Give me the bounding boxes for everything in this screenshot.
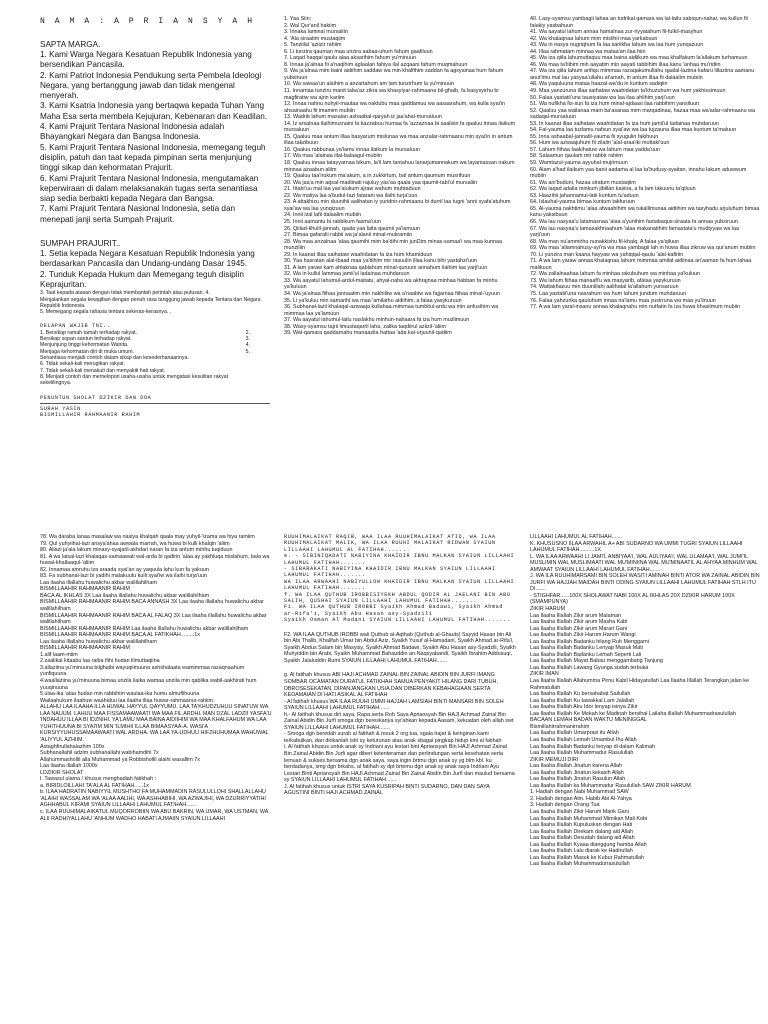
fatihah-line: RUUHIMALAIKAT RAQIB, WAA ILAA RUUHIMALAIKAT ATID, WA ILAA RUUHIMALAIKAT MALIK, WA ILAA RUUHI MALAIKAT RIDWAN SYAIUN LILLAAHI LAHUMUL AL FATIHAH....... — [284, 534, 496, 553]
verse-line: 18. Qaaluu innaa tatayyarnaa bikum, la'il lam tantahuu lanarjumannakum wa layamassan nakum minnaa azaabun aliim — [284, 160, 515, 173]
column-4 — [40, 534, 272, 1024]
verse-line: 58. Salaamun qaulam mir rabbir rahiim — [530, 153, 623, 160]
zikir-line: Laa Ilaaha Illallah Jinatun Rasulun Allah — [530, 776, 626, 783]
name-title: N A M A : A P R I A N S Y A H — [40, 17, 255, 26]
verse-line: 15. Qaaluu maa antum illaa basyarum mislunaa wa maa anzalar-rahmaanu min syai'in in antum illaa takzibuun — [284, 133, 513, 147]
verse-line: 50. Falaa yastatii'una tausiyataw wa laa ilaa ahlihim yarji'uun — [530, 94, 675, 101]
dzikir-line: b. ILAA HADRATIN NABIYYIL MUSHTHO FA MUHAMMADIN RASULULLOHI SHALLALLAHU 'ALAIHI WASSALAM WA 'ALAA AALIHI, WA ASHHABIHI, WA AZWAJIHI, WA DZURRIYYATIHI AGHHABUL KIRAMI SYAIUN LILLAAHI LAHUMUL FATIHAH....... — [40, 789, 266, 809]
verse-line: 66. Wa lau nasyaa'u latamasnaa 'alaa a'yunihim fastabaqus-siraata fa annaa yubsiruun — [530, 218, 738, 225]
penuntun-lines — [40, 406, 270, 419]
zikir-line: Laa Ilaaha Illallah Umarprasi itu Allah — [530, 730, 619, 737]
wajib-item-text: 8. Menjadi contoh dan memelopori usaha-usaha untuk mengatasi kesulitan rakyat sekelilingnya. — [40, 373, 229, 387]
zikir-line: Laa Ilaaha Illallah Kupuluskan dengan Hati — [530, 822, 633, 829]
verse-line: 53. In kaanat illaa saihataw waahidatan fa iza hum jamii'ul ladainaa muhdaruun — [530, 120, 719, 127]
dzikir-line: Wailaahukum ilaahuw waahiduu laa ilaaha illaa huwar-rahmaanur-rahiim. — [40, 697, 215, 704]
verse-line: 40. Lasy-syamsu yambagii lahaa an tudrikal qamara wa lal-lailu sabiqun-nahar, wa kullun fii falakiy yasbahuun — [530, 16, 748, 29]
verse-line: 19. Qaaluu taa'irukum ma'akum, a in zukkirtum, bal antum qaumum musrifuun — [284, 173, 471, 180]
zikir-line: Laa Ilaaha Illallah Badanku lenyap di dalam Kalimah — [530, 743, 655, 750]
dzikir-line: 5.ulaa-ika 'alaa hudan min rabbihim waulaa-ika humu almuflihuuna — [40, 691, 200, 698]
wajib-item-number: 4. — [245, 342, 250, 349]
dzikir-line: 80. Allazi ja'ala lakum minasy-syajaril-akhdari naran fa iza antum minhu tuqiduun — [40, 547, 233, 554]
dzikir-line: 83. Fa subhanal-lazi bi yadihi malakuutu kulli syai'iw wa ilaihi turja'uun — [40, 573, 207, 580]
sumpah-prajurit-small-item: 3. Taat kepada atasan dengan tidak membantah perintah atau putusan. 4. — [40, 290, 210, 297]
verse-line: 63. Haazihii jahannamul-latii kuntum tu'aduun — [530, 192, 639, 199]
verse-line: 6. Li tunzira qauman maa unzira aabaa-uhum fahum gaafiluun — [284, 48, 433, 55]
wajib-item-text: 6. Tidak sekali-kali merugikan rakyat. — [40, 361, 126, 368]
zikir-line: ZIKIR IMAN — [530, 671, 559, 678]
verse-line: 12. Innaa nahnu nuhyil-mautaa wa naktubu maa qaddamuu wa aasaarahum, wa kulla syai'in ahsainaahu fii imamim mubiin — [284, 101, 505, 114]
sapta-marga-heading: SAPTA MARGA. — [40, 40, 101, 49]
dzikir-line: BISMILLAAHIR RAHMAANIR RAHIM BACA AL FALAQ 3X Laa ilaaha illallahu huwalichu akbar walillahilham — [40, 612, 267, 626]
verse-line: 36. Subhanal-lazii khalaqal-azwaaja kullahaa mimmaa tumbitul-ardu wa min anfusihim wa mimmaa laa ya'lamuun — [284, 304, 499, 317]
verse-line: 22. Wa maliya laa a'budul-lazi fatarani wa ilaihi turja'uun — [284, 192, 418, 199]
verse-line: 59. Wamtazul-yauma ayyuhal-mujrimuun — [530, 160, 628, 167]
zikir-line: Laa Ilaaha Illallah Badanku Lenyap Masuk Mati — [530, 645, 643, 652]
dzikir-line: ALLAHU LAA ILAAHA ILLA HUWAL HAYYUL QAYYUMU. LAA TA'KHUDZUHUU SINATUW WA LAA NAUUM. LAHUU MAA FISSAMAAWAATI WA MAA FIL ARDHI. MAN DZAL LADZII YASFA'U 'INDAHUU ILLAA BI IDZNIHI. YA'LAMU MAA BAINA AIDIIHIM WA MAA KHALFAHUM WA LAA YUHITHUUNA BI SYAI'IM MIN 'ILMIHII ILLAA BIMAASYAA-A. WASI'A KURSIYYUHUSSAMAAWAATI WAL ARDHA. WA LAA YA-UDHUU HIFZHUHUMAA WAHUWAL 'ALIYYUL AZHIIM. — [40, 704, 272, 743]
dzikir-line: 3.allaziina yu'minuuna bilghaibi wayuqiimuuna ashshalaata wamimmaa razaqnaahum yunfiquuna — [40, 664, 245, 678]
column-5 — [284, 534, 516, 1024]
dzikir-line: 4.waallaziina yu'minuuna bimaa unzila ilaika wamaa unzila min qablika wabil-aakhirati hum yuuqinuuna — [40, 678, 257, 691]
zikir-line: Bismillahirrahmanirrahim — [530, 723, 590, 730]
verse-line: 43. Wa in nasya nugriqhum fa laa sariikha lahum wa laa hum yunqazuun — [530, 42, 704, 49]
zikir-line: Laa Ilaaha Illallah Zikir Harum Harum Wangi — [530, 632, 636, 639]
fatihah-line: - Al fatihah khusus WA ILAA RUUHI UMMI HAJJAH LAMSIAH BINTI MANSARI BIN SOLEH SYAIUN LILLAAHI LAHUMUL FATIHAH....... — [284, 698, 504, 712]
dzikir-line: a. BIRIDLOILLAHI TA'ALA AL FATIHAH......1x — [40, 782, 149, 789]
yasin-verses-40-77 — [530, 16, 760, 311]
verse-line: 21. Ittabi'uu mal laa yas'alukum ajraw wahum muhtaduun — [284, 186, 421, 193]
verse-line: 27. Bimaa gafaralii rabbii wa ja'alanii minal-mukramiin — [284, 232, 413, 239]
zikir-line: Laa Ilaaha Illallah Aku Idor lenyap isinya Zikir — [530, 704, 638, 711]
sapta-marga-item: 5. Kami Prajurit Tentara Nasional Indonesia, memegang teguh disiplin, patuh dan taat kepada pimpinan serta menjunjung tinggi sikap dan kehormatan Prajurit. — [40, 142, 266, 173]
verse-line: 77. A wa lam yaral-insanu annaa khalaqnahu min nutfatin fa iza huwa khasiimum mubiin — [530, 304, 741, 311]
wajib-heading: DELAPAN WAJIB TNI.. — [40, 323, 111, 330]
verse-line: 25. Innii aamantu bi rabbikum fasma'uun — [284, 218, 381, 225]
column-3 — [530, 16, 760, 526]
fatihah-line: WA ILAA ARWAAHI NABIYULLOH KHAIDIR IBNU MALKAN SYAIUN LILLAAHI LAHUMUL FATIHAH....... — [284, 578, 515, 592]
fatihah-line: e. - SIBINIQADATI NABIYINA KHAIDIR IBNU MALKAN SYAIUN LILLAAHI LAHUMUL FATIHAH....... — [284, 553, 515, 566]
verse-line: 26. Qiilad-khulil-jannah, qaala yaa laita qaumii ya'lamuun — [284, 225, 420, 232]
verse-line: 37. Wa aayatul lahumul-lailu naslakhu minhun-nahaara fa iza hum muzlimuun — [284, 317, 470, 324]
sumpah-prajurit-small-item: Menjalankan segala kewajiban dengan penuh rasa tanggung jawab kepada Tentara dan Negara Republik Indonesia. — [40, 296, 261, 309]
wajib-item-number: 2. — [245, 329, 250, 336]
dzikir-line: Laa ilaaha illallahu huwalichu akbar walillahilham — [40, 579, 157, 586]
verse-line: 1. Yaa Siin; — [284, 16, 312, 22]
verse-line: 44. Illaa rahmatam minnaa wa mataa'an ilaa hiin — [530, 48, 646, 55]
zikir-line: 3. Hadiah dengan Orang Tua — [530, 802, 600, 809]
verse-line: 46. Wa maa ta'tiihim min aayatim min aayati rabbihim illaa kanu 'anhaa mu'ridiin — [530, 61, 721, 68]
zikir-line: Laa Ilaaha Illallah Lawang Gyunga sudah terbuka — [530, 664, 649, 671]
zikir-line: Laa Ilaaha Illallah Muhammadurrasulullah — [530, 861, 630, 868]
verse-line: 75. Laa yastatii'una nasrahum wa hum lahum jundum muhdaruun — [530, 290, 687, 297]
verse-line: 32. Wa in kullul lammaa jamii'ul ladainaa muhdaruun — [284, 271, 410, 278]
verse-line: 35. Li ya'kuluu min samarihi wa maa 'amilathu aidiihim, a falaa yasykuruun — [284, 297, 462, 304]
zikir-line: Laa Ilaaha Illallah Zikir Harum Marik Gani — [530, 808, 629, 815]
verse-line: 49. Maa yanzuruna illaa saihataw waahidatan ta'khuzuhum wa hum yakhissimuun — [530, 88, 726, 95]
sumpah-prajurit-list — [40, 249, 270, 290]
verse-line: 30. Yaa hasratan alal-ibaad maa ya'tiihim mir rasuulin illaa kanu bihi yastahzi'uun — [284, 258, 478, 265]
sapta-marga-item: 2. Kami Patriot Indonesia Pendukung serta Pembela Ideologi Negara, yang bertanggung jawab dan tidak mengenal menyerah. — [40, 70, 262, 101]
divider — [40, 403, 270, 404]
verse-line: 52. Qaaluu yaa wailanaa mam ba'asanaa mim marqadinaa, hazaa maa wa'adar-rahmaanu wa sadaqal-mursaluun — [530, 107, 755, 121]
verse-line: 28. Wa maa anzalnaa 'alaa qaumihi mim ba'dihi min junDim minas-samaa'i wa maa kunnaa munziliin — [284, 238, 503, 252]
fatihah-line: F1. WA ILAA QUTHUB IROBBI Syaikh Ahmad Badawi, Syaikh Ahmad ar-Rifa'i, Syaikh Abu Hasan asy-Syadzili — [284, 604, 504, 617]
verse-line: 51. Wa nufikha fis-suri fa iza hum minal-ajdaasi ilaa rabbihim yansiluun — [530, 101, 700, 108]
dzikir-line: BACA AL IKHLAS 3X Laa ilaaha illallahu huwalichu akbar walillahilham — [40, 592, 210, 599]
zikir-line: Laa Ilaaha Illallah Jinatun kekasih Allah — [530, 769, 624, 776]
zikir-line: ZIKIR MEMUJI DIRI — [530, 756, 579, 763]
fatihah-section-3 — [284, 672, 516, 796]
verse-line: 13. Wadrib lahum masalan ashaabal-qaryah iz jaa'ahal-mursaluun — [284, 114, 442, 121]
zikir-harum-section — [530, 534, 760, 868]
verse-line: 29. In kaanat illaa saihataw waahidatan fa iza hum khamiduun — [284, 251, 433, 258]
zikir-line: LILLAAHI LAHUMUL AL FATIHAH....... — [530, 534, 623, 540]
zikir-line: Laa Ilaaha Illallah Allahumma Pirnu Kabil Hidayatullah Laa Ilaaha Illallah Terangkan jalan ke Rahmatullah — [530, 678, 749, 691]
zikir-line: Laa Ilaaha Illallah Badanku hilang Ruh Menggarni — [530, 638, 649, 645]
zikir-line: Laa Ilaaha Illallah Jinatun karena Allah — [530, 763, 623, 770]
zikir-line: Laa Ilaaha Illallah Desudah dalang aid Allah — [530, 835, 635, 842]
verse-line: 33. Wa aayatul lahumul-ardul-maitatu, ahyai-naha wa akhrajnaa minhaa habban fa minhu ya'kuluun — [284, 277, 498, 291]
sapta-marga-item: 6. Kami Prajurit Tentara Nasional Indonesia, mengutamakan keperwiraan di dalam melaksanakan tugas serta senantiasa siap sedia berbakti kepada Negara dan Bangsa. — [40, 173, 259, 204]
verse-line: 16. Qaaluu rabbunaa ya'lamu innaa ilaikum la mursaluun — [284, 146, 420, 153]
sumpah-prajurit-item: 2. Tunduk Kepada Hukum dan Memegang teguh disiplin Keprajuritan. — [40, 269, 244, 289]
verse-line: 39. Wal-qamara qaddarnahu manaazila hattaa 'ada kal-urjuunil-qadiim — [284, 330, 452, 337]
wajib-item-number — [250, 374, 270, 387]
verse-line: 55. Inna ashaabal-jannatil-yauma fii syugulin fakihuun — [530, 133, 659, 140]
dzikir-line: Laa ilaaha illallah 1000x — [40, 763, 98, 770]
verse-line: 71. A wa lam yaraw annaa khalaqnaa lahum mimmaa amilat aidiinaa an'aaman fa hum lahaa malikuun — [530, 258, 752, 271]
zikir-line: 1. Hadiah dengan Nabi Muhammad SAW — [530, 789, 629, 796]
verse-line: 10. Wa sawaa'un alaihim a anzartahum am lam tunzirhum la yu'minuun — [284, 81, 454, 88]
verse-line: 9. Wa ja'alnaa mim baini aidiihim saddaw wa min khalfihim saddan fa agsyainaa hum fahum yubsiruun — [284, 68, 504, 81]
fatihah-line: F2. WA ILAA QUTHUB IROBBI wali Quthub al-Aqthab (Quthub al-Ghauts) Sayyid Hasan bin Ali bin Abi Thalib, Khalifah Umar bin Abdul Aziz, Syaikh Yusuf al-Hamadani, Syaikh Ahmad ar-Rifa'i, Syaikh Abdus Salam bin Masyisy, Syaikh Ahmad Badawi, Syaikh Abu Hasan asy-Syadzili, Syaikh Muhyiddin bin Arabi, Syaikh Muhammad Bahauddin an-Naqsyabandi, Syaikh Ibrahim Addusuqi, Syaikh Jalaluddin Rumi SYAIUN LILLAAHI LAHUMUL FATIHAH....... — [284, 631, 516, 664]
verse-line: 68. Wa man nu'ammirhu nunakkishu fil-khalq. A falaa ya'qiluun — [530, 238, 679, 245]
sapta-marga-item: 4. Kami Prajurit Tentara Nasional Indonesia adalah Bhayangkari Negara dan Bangsa Indonesia. — [40, 122, 225, 142]
verse-line: 62. Wa laqad adalla minkum jibillan kasiira, a fa lam takuunu ta'qiluun — [530, 186, 696, 193]
dzikir-line: I. Tawasul ulama / khusus menghadiah fatikhah : — [40, 776, 157, 783]
dzikir-line: 1.alif laam-miim — [40, 651, 78, 658]
zikir-line: Laa Ilaaha Illallah Zikir arum Masha Kabi — [530, 619, 628, 626]
verse-line: 41. Wa aayatul lahum annaa hamalnaa zur-riyyatahum fil-fulkil-masyhun — [530, 29, 703, 36]
zikir-line: Laa Ilaaha Illallah Zikir arum Marari Gani — [530, 625, 628, 632]
verse-line: 31. A lam yaraw kam ahlaknaa qablahum minal-quruuni annahum ilaihim laa yarji'uun — [284, 264, 488, 271]
sumpah-prajurit-small-item: 5. Memegang segala rahasia tentara sekeras-kerasnya. . — [40, 309, 172, 316]
verse-line: 38. Wasy-syamsu tajrii limustaqarril laha, zalika taqdiirul aziizil-'aliim — [284, 323, 446, 330]
verse-line: 57. Lahum fiihaa faakihatuw wa lahum maa yadda'uun — [530, 146, 660, 153]
fatihah-line: g. Al fatihah khusus ABI HAJI ACHMAD ZAINAL BIN ZAINAL ABIDIN BIN JURFI IMANG SOMBAR OCAMATAN DURATUL FATIKHAH SAMUA PENYAKIT HILANG DARI TUBUH, DBROSESEKATAN, DIPANJANGKAN USIA DAN DIBERKAN KEBAHAGIAAN SERTA KEDAMAIAN DI HATI ASIKAL AL FATIHAH — [284, 672, 498, 699]
dzikir-line: Allahummashollil alla Muhammad ya Robbishollil alaihi wasallim 7x — [40, 756, 200, 763]
sumpah-prajurit-item: 1. Setia kepada Negara Kesatuan Republik Indonesia yang berdasarkan Pancasila dan Undang-undang Dasar 1945. — [40, 249, 255, 269]
column-1 — [40, 16, 270, 526]
sumpah-prajurit-heading: SUMPAH PRAJURIT.. — [40, 239, 121, 249]
zikir-line: Laa Ilaaha Illallah Ku bersahabat Sailullah — [530, 691, 631, 698]
fatihah-line: J. Al fatihah khusus untuk ISTRI SAYA KUSRIPAH BINTI SUDARNO, DAN DAN SAYA AGUSTINI BINTI HAJI ACHMAD ZAINAL — [284, 783, 490, 797]
zikir-line: Laa Ilaaha Illallah Masuk ke Kubur Rahmatullah — [530, 854, 645, 861]
verse-line: 17. Wa maa 'alainaa illal-balaagul-mubiin — [284, 153, 382, 160]
verse-line: 7. Laqad haqqal qaulu alaa aksarihim fahum yu'minuun — [284, 55, 416, 62]
verse-line: 61. Wa ani'buduni, hazaa siratum mustaqiim — [530, 179, 636, 186]
wajib-item-text: 1. Bersikap ramah tamah terhadap rakyat. — [40, 329, 137, 336]
wajib-item-text: Bersikap sopan santun terhadap rakyat. — [40, 336, 132, 343]
sapta-marga-list — [40, 50, 270, 225]
dzikir-line: 78. Wa daraba lanaa masalaw wa nasiya khalqah qaala may yuhyil-'izama wa hiya ramiim — [40, 534, 255, 540]
wajib-tni-list — [40, 330, 270, 387]
verse-line: 4. 'Ala siraatim mustaqiim — [284, 35, 346, 42]
verse-line: 8. Innaa ja'alnaa fii a'naqihim aglaalan fahiya ilal azqaani fahum muqmahuun — [284, 61, 468, 68]
yasin-end-and-dzikir — [40, 534, 272, 822]
zikir-line: Laa Ilaaha Illallah Muhammad Mimikan Mali Kobi — [530, 815, 648, 822]
sapta-marga-item: 3. Kami Ksatria Indonesia yang bertaqwa kepada Tuhan Yang Maha Esa serta membela Kejujuran, Kebenaran dan Keadilan. — [40, 101, 268, 121]
verse-line: 24. Innii izal lafii dalaalim mubiin — [284, 212, 362, 219]
verse-line: 73. Wa lahum fiihaa manaafi'u wa masyarib, afalaa yasykuruun — [530, 277, 681, 284]
verse-line: 56. Hum wa azwaajuhum fii zilalin 'alal-araa'iki muttaki'uun — [530, 140, 670, 147]
zikir-line: Laa Ilaaha Illallah Mayat Babau menggambang Tanjung — [530, 658, 663, 665]
dzikir-line: Astaghfirullahalazhim 100x — [40, 743, 105, 750]
verse-line: 20. Wa jaa'a min aqsal-madiinati rajuluy yas'aa qaala yaa qaumit-tabi'ul mursaliin — [284, 179, 478, 186]
penuntun-line: BISMILLAHIR RAHMAANIR RAHIM — [40, 412, 141, 419]
dzikir-line: c. ILAA RUUHIMALAIKATUL MUQORROBIIN WA ABU BAKRIN, WA UMAR, WA USTMAN, WA ALII RADHIYALLAHU 'ANHUM WADHO HABATI AJMAIIN SYAIUN LILLAAHI — [40, 808, 269, 822]
fatihah-line: Syaikh Osman Al Madani SYAIUN LILLAAHI LAHUMUL FATIHAH....... — [284, 617, 511, 624]
zikir-line: Laa Ilaaha Illallah Kyaaa dianggung hamba Allah — [530, 841, 647, 848]
sapta-marga-item: 7. Kami Prajurit Tentara Nasional Indonesia, setia dan menepati janji serta Sumpah Prajurit. — [40, 204, 236, 224]
zikir-line: Laa Ilaaha Illallah Ke Mekah ke Madinah bersihal Lailaha illallah Muhammadrasulullah — [530, 710, 736, 717]
zikir-line: Laa Ilaaha Illallah Lemah Umambul Ihu Allah — [530, 736, 637, 743]
verse-line: 23. A attakhizu min duunihii aalihatan iy yuridnir-rahmaanu bi durril laa tugni 'anni syafa'atuhum syai'aw wa laa yunqizuun — [284, 199, 511, 212]
zikir-line: J. WA ILA RUUHIMARSAMI BIN SOLEH WASITI AMINAH BINTI ATOR WA ZAINAL ABIDIN BIN JURFI WA HAJJAH MAIDAH BINTI ODING SYAIUN LILLAAHI LAHUMUL FATIHAH STLH ITU DI....... — [530, 573, 760, 593]
verse-line: 70. Li yunzira man kaana hayyaw wa yahiqqal-qaulu 'alal-kafiriin — [530, 251, 684, 258]
dzikir-line: BISMILLAAHIR RAHMAANIR RAHIM — [40, 645, 130, 652]
dzikir-line: LDZIKIR SHOLAT — [40, 769, 84, 776]
verse-line: 2. Wal Qur'anil hakiim — [284, 22, 337, 29]
zikir-line: Laa Ilaaha Illallah Badanku Lemah Seperti Lali — [530, 651, 642, 658]
zikir-line: Laa Ilaaha Illallah Ku tawakkal Lam Jalallah — [530, 697, 635, 704]
column-2 — [284, 16, 516, 526]
zikir-line: L. WA ILAA ARWAAHI LI JAMI'L ANBIYAA'I, WAL AULIYAA'I, WAL ULAMAA'I, WAL JUMI'IL MUSLIMIN WAL MUSLIMAATI WAL MU'MINIINA WAL MU'MINAATIL AL AHYAA MINHUM WAL AMWAAT SYAIUN LILLAAHI LAHUMUL FATIHAH....... — [530, 553, 758, 573]
verse-line: 69. Wa maa 'allamnahusy-syi'ra wa maa yambagii lah in huwa illaa zikruw wa qur'anum mubiin — [530, 245, 756, 252]
zikir-line: Laa Ilaaha Illallah Zikir arum Malaman — [530, 612, 622, 619]
verse-line: 3. Innaka laminal mursaliin — [284, 29, 348, 36]
verse-line: 34. Wa ja'alnaa fiihaa jannaatim min nakhiiliw wa a'naabiw wa fajjarnaa fiihaa minal-'uyuun — [284, 290, 500, 297]
dzikir-line: 82. Innamaa amruhu iza araada syai'an ay yaquula lahu kun fa yakuun — [40, 566, 209, 573]
fatihah-line: - Smoga dgn beredah surah al fatihah & resuk 2 org tua, sgala hajat & keinginan kami terkabulkan, dan dirikanlah istri sy keturunan atau anak sbagai pingkap hidup kmi al fatihah — [284, 731, 502, 744]
verse-line: 76. Falaa yahzunka qauluhum innaa na'lamu maa yusirruna wa maa yu'linuun — [530, 297, 716, 304]
zikir-line: Laa Ilaaha Illallah Direkam dalang aid Allah — [530, 828, 634, 835]
zikir-line: K. KHUSUSNO IILAA ARWAHIL A+ ABI SUDARNO WA UMMI TUGRI SYAIUN LILLAAHI LAHUMUL FATIHAH..........1X — [530, 540, 743, 554]
zikir-line: Laa Ilaaha Illallah Muhammadur Rasulullah — [530, 750, 634, 757]
verse-line: 54. Fal-yauma laa tuzlamu nafsun syai'aw wa laa tujzauna illaa maa kuntum ta'maluun — [530, 127, 737, 134]
zikir-line: Laa Ilaaha Illallah Lalu diarak ke Hadirullah — [530, 848, 633, 855]
verse-line: 47. Wa iza qiila lahum anfiqu mimmaa razaqakumullahu qaalal-laziina kafaru lillaziina aamanu anut'imu mal lau yasyaa'ullahu at'amah, in antum illaa fii dalaalim mubiin — [530, 68, 755, 81]
zikir-line: 2. Hadiah dengan Alm. Habib Abi Al-Yahya — [530, 795, 632, 802]
zikir-line: ZIKIR HARUM — [530, 606, 566, 613]
wajib-item — [40, 374, 270, 387]
fatihah-line: h.- Al fatihah khusus diri saya, Rapa serta Roh Saya Apriansyah Bin HAJI Achmad Zainal Bin Zainal Abidin Bin Jurfi smoga dgn bereskanya syi'ahkan kepada Aasam, kekuatan oleh allah swt SYAIUN LILLAAHI LAHUMUL FATIHAH....... — [284, 711, 514, 731]
dzikir-line: Subhanallahil adzim subhanallahi wabihamdihi 7x — [40, 750, 159, 757]
dzikir-line: 81. A wa laisal-lazi khalaqas-samaawati wal-arda bi qadirin 'alaa ay yakhluqa mislahum, bala wa huwal-khallaaqul-'aliim — [40, 553, 270, 567]
wajib-item-text: Menjaga kehormatan diri di muka umum. — [40, 348, 134, 355]
dzikir-line: 2.zaalikal kitaabu laa raiba fiihi hudan lilmuttaqiina — [40, 658, 160, 665]
zikir-line: Laa Ilaaha Illallah ka Muhammadur Rasulullah SAW ZIKIR HARUM — [530, 782, 691, 789]
wajib-item-number: 5. — [245, 348, 250, 355]
zikir-line: - STIGHFAR......100X SHOLAWAT NABI 100X AL IKHLAS 20X DZIKIR HARUM 100X (SMAMPUNYA) — [530, 592, 735, 606]
fatihah-line: i. Al fatihah khusus untuk anak sy Indriani ayu lestari bint Apriansyah Bin HAJI Achmad Zainal Bin Zainal Abidin Bin Jurfi agar diberi ketenteraman dan perlindungan serta kesehatan serta lemuan & sukses bersama dgn anak saya, saya ingin brtmu dgn anak sy yg blm kbl. ku berdadanya, smg dgn brkahs. al fatihah sy dpt brtemu dgn anak sy anak saya Indriani Ayu Lestari Binti Apriansyah Bin HAJI Achmad Zainal Bin Zainal Abidin Bin Jurfi dan maulud bersama sy SYAIUN LILLAAHI LAHUMUL FATIHAH....... — [284, 744, 515, 784]
verse-line: 67. Wa lau nasyaa'u lamasakhnaahum 'alaa makanatihim famastata'u mudiyyaw wa laa yarji'uun — [530, 225, 740, 239]
verse-line: 64. Islauhal-yauma bimaa kuntum takfuruun — [530, 199, 635, 206]
wajib-item-text: Menjunjung tinggi kehormatan Wanita. — [40, 342, 129, 349]
fatihah-line: - SIBARAKATI NABIYINA KHAIDIR IBNU MALKAN SYAIUN LILLAAHI LAHUMUL FATIHAH....... — [284, 566, 496, 579]
yasin-verses-1-39 — [284, 16, 516, 337]
verse-line: 60. Alam a'had ilaikum yaa banii aadama al laa ta'budusy-syaitan, innahu lakum aduwwum mubiin — [530, 166, 747, 180]
verse-line: 48. Wa yaquluuna mataa haazal-wa'du in kuntum sadiqiin — [530, 81, 668, 88]
penuntun-heading: PENUNTUN SHOLAT DZIKIR DAN DOA — [40, 394, 152, 401]
verse-line: 42. Wa khalaqnaa lahum mim mislihii maa yarkabuun — [530, 35, 658, 42]
dzikir-line: BISMILLAAHIR RAHMAANIR RAHIM BACA AL FATIKHAH.........1x — [40, 632, 200, 639]
wajib-item-text: 7. Tidak sekali-kali menakuti dan menyakiti hati rakyat. — [40, 367, 166, 374]
fatihah-line: f. WA ILAA QUTHUB IROBBISIYEKH ABDUL QODIR AL JAELANI BIN ABU SALIH, QUSHAI SYAIUN LILLAAHI LAHUMUL FATIHAH....... — [284, 591, 511, 605]
dzikir-line: BISMILLAAHIR RAHMAANIR RAHIM BACA ANNASH 3X Laa ilaaha illallahu huwalichu akbar walillahilham — [40, 599, 264, 613]
fatihah-section-2 — [284, 632, 516, 665]
wajib-item-number: 3. — [245, 336, 250, 343]
verse-line: 5. Tanziilal 'aziizir rahiim — [284, 42, 342, 49]
sapta-marga-item: 1. Kami Warga Negara Kesatuan Republik Indonesia yang bersendikan Pancasila. — [40, 50, 252, 70]
dzikir-line: BISMILLAAHIR RAHMAANIR RAHIM — [40, 586, 130, 593]
verse-line: 14. Iz arsalnaa ilaihimusnaini fa kazzabuu humaa fa 'azzaznaa bi saalisin fa qaaluu innaa ilaikum mursaluun — [284, 120, 516, 134]
verse-line: 74. Wattakhazuu min duunillahi aalihatal la'allahum yunsaruun — [530, 284, 679, 291]
dzikir-line: 79. Qul yuhyiihal-lazi ansya'ahaa awwala marrah, wa huwa bi kulli khalqin 'aliim — [40, 540, 230, 547]
penuntun-line: SURAH YASIN — [40, 405, 81, 412]
zikir-line: BACAAN LEMAH BADAN WAKTU MENINGGAL — [530, 717, 647, 724]
wajib-item-text: Senantiasa menjadi contoh dalam sikap dan kesederhanaannya. — [40, 355, 189, 362]
verse-line: 11. Innamaa tunziru manit taba'az zikra wa khasyiyar-rahmaana bil-ghaib, fa basysyirhu bi magfiratiw wa ajrin kariim — [284, 88, 499, 101]
verse-line: 65. Al-yauma nakhtimu 'alaa afwaahihim wa tukallimunaa aidiihim wa tasyhadu arjuluhum bimaa kanu yaksibuun — [530, 205, 760, 219]
verse-line: 45. Wa iza qiila lahumuttaquu maa baina aidiikum wa maa khalfakum la'allakum turhamuun — [530, 55, 748, 62]
verse-line: 72. Wa zallalnaahaa lahum fa minhaa rakubuhum wa minhaa ya'kuluun — [530, 271, 701, 278]
fatihah-section-1 — [284, 534, 516, 624]
dzikir-line: Laa ilaaha illallahu huwalichu akbar walillahilham — [40, 638, 157, 645]
sumpah-prajurit-small-list — [40, 290, 270, 315]
column-6 — [530, 534, 760, 1024]
dzikir-line: BISMILLAAHIR RAHMAANIR RAHIM Laa ilaaha illallahu huwalichu akbar walillahilham — [40, 625, 249, 632]
